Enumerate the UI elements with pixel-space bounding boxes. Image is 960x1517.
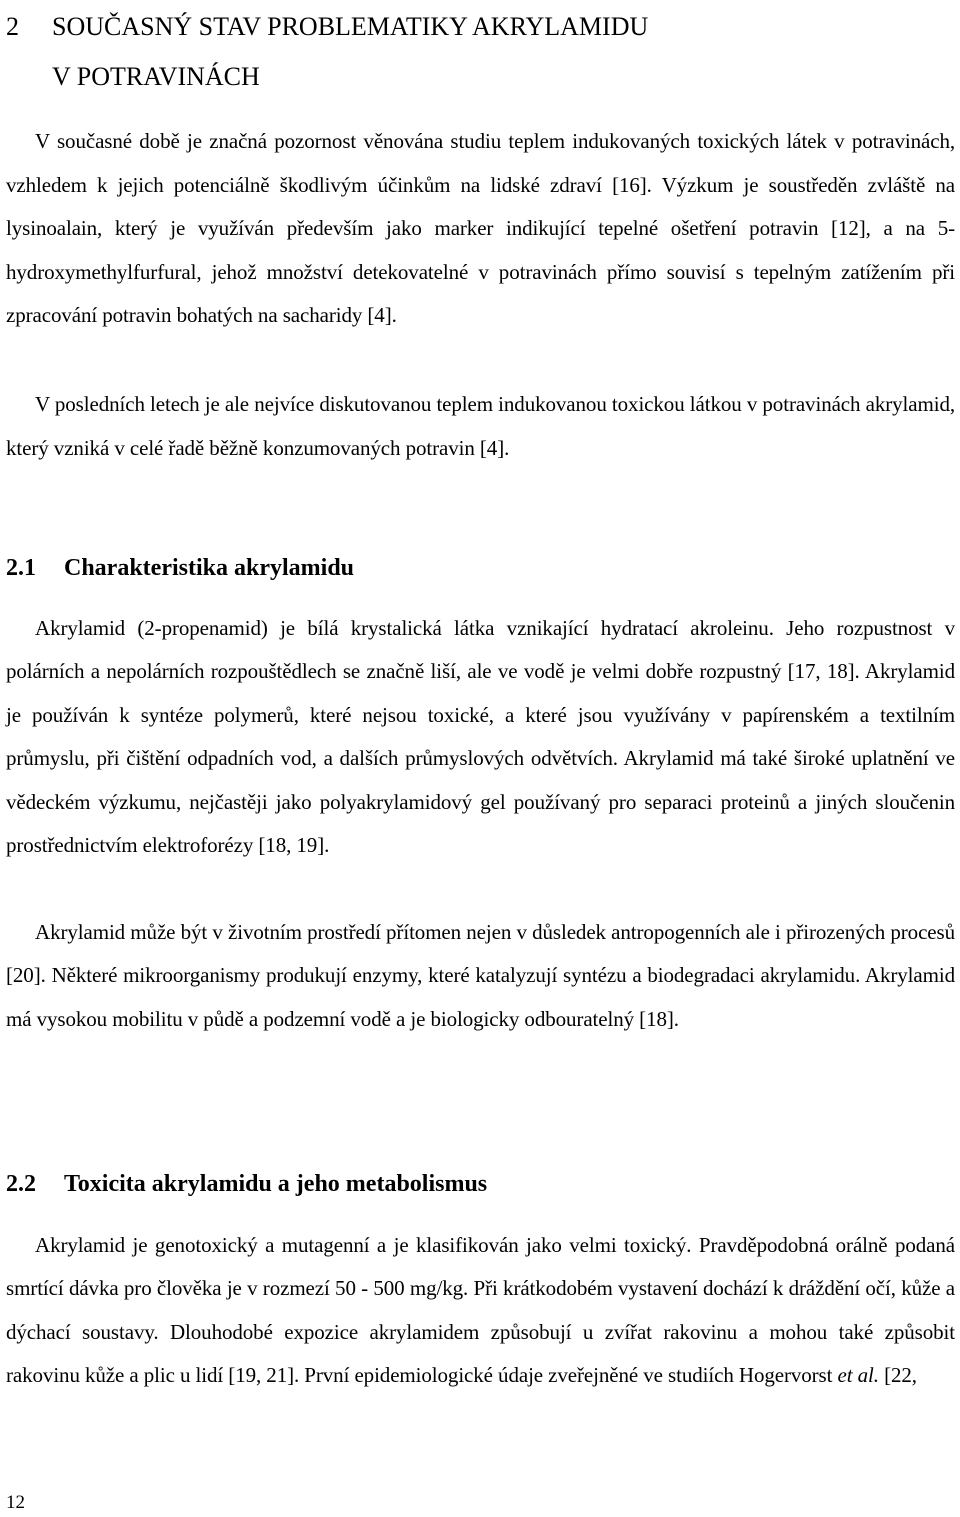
section-2-1-paragraph-1: Akrylamid (2-propenamid) je bílá krystalická látka vznikající hydratací akroleinu. Jeho rozpustnost v polárních a nepolárních rozpouštědlech se značně liší, ale ve vodě je velmi dobře rozpustný [17, 18]. Akrylamid je používán k syntéze polymerů, které nejsou toxické, a které jsou využívány v papírenském a textilním průmyslu, při čištění odpadních vod, a dalších průmyslových odvětvích. Akrylamid má také široké uplatnění ve vědeckém výzkumu, nejčastěji jako polyakrylamidový gel používaný pro separaci proteinů a jiných sloučenin prostřednictvím elektroforézy [18, 19]. xyxy=(6,616,955,858)
paragraph-text-tail: [22, xyxy=(884,1363,917,1388)
section-2-1-paragraph-2: Akrylamid může být v životním prostředí přítomen nejen v důsledek antropogenních ale i přirozených procesů [20]. Některé mikroorganismy produkují enzymy, které katalyzují syntézu a biodegradaci akrylamidu. Akrylamid má vysokou mobilitu v půdě a podzemní vodě a je biologicky odbouratelný [18]. xyxy=(6,920,955,1031)
section-heading-2-2 xyxy=(6,1168,946,1200)
section-title: Charakteristika akrylamidu xyxy=(64,555,355,581)
chapter-heading xyxy=(6,2,946,102)
section-2-2-paragraph-1 xyxy=(6,1224,955,1398)
intro-paragraph-1: V současné době je značná pozornost věnována studiu teplem indukovaných toxických látek v potravinách, vzhledem k jejich potenciálně škodlivým účinkům na lidské zdraví [16]. Výzkum je soustředěn zvláště na lysinoalain, který je využíván především jako marker indikující tepelné ošetření potravin [12], a na 5-hydroxymethylfurfural, jehož množství detekovatelné v potravinách přímo souvisí s tepelným zatížením při zpracování potravin bohatých na sacharidy [4]. xyxy=(6,129,955,328)
section-title: Toxicita akrylamidu a jeho metabolismus xyxy=(64,1171,488,1197)
intro-paragraph-2: V posledních letech je ale nejvíce diskutovanou teplem indukovanou toxickou látkou v potravinách akrylamid, který vzniká v celé řadě běžně konzumovaných potravin [4]. xyxy=(6,392,955,460)
section-number: 2.1 xyxy=(6,555,36,581)
italic-et-al: et al. xyxy=(837,1363,879,1388)
chapter-title-line1: SOUČASNÝ STAV PROBLEMATIKY AKRYLAMIDU xyxy=(52,12,649,41)
chapter-title-line2: V POTRAVINÁCH xyxy=(52,62,260,91)
chapter-number: 2 xyxy=(6,12,19,41)
page-number: 12 xyxy=(6,1492,25,1513)
section-heading-2-1 xyxy=(6,552,946,584)
section-number: 2.2 xyxy=(6,1171,36,1197)
paragraph-text: Akrylamid je genotoxický a mutagenní a je klasifikován jako velmi toxický. Pravděpodobná orálně podaná smrtící dávka pro člověka je v rozmezí 50 - 500 mg/kg. Při krátkodobém vystavení dochází k dráždění očí, kůže a dýchací soustavy. Dlouhodobé expozice akrylamidem způsobují u zvířat rakovinu a mohou také způsobit rakovinu kůže a plic u lidí [19, 21]. První epidemiologické údaje zveřejněné ve studiích Hogervorst xyxy=(6,1233,955,1388)
